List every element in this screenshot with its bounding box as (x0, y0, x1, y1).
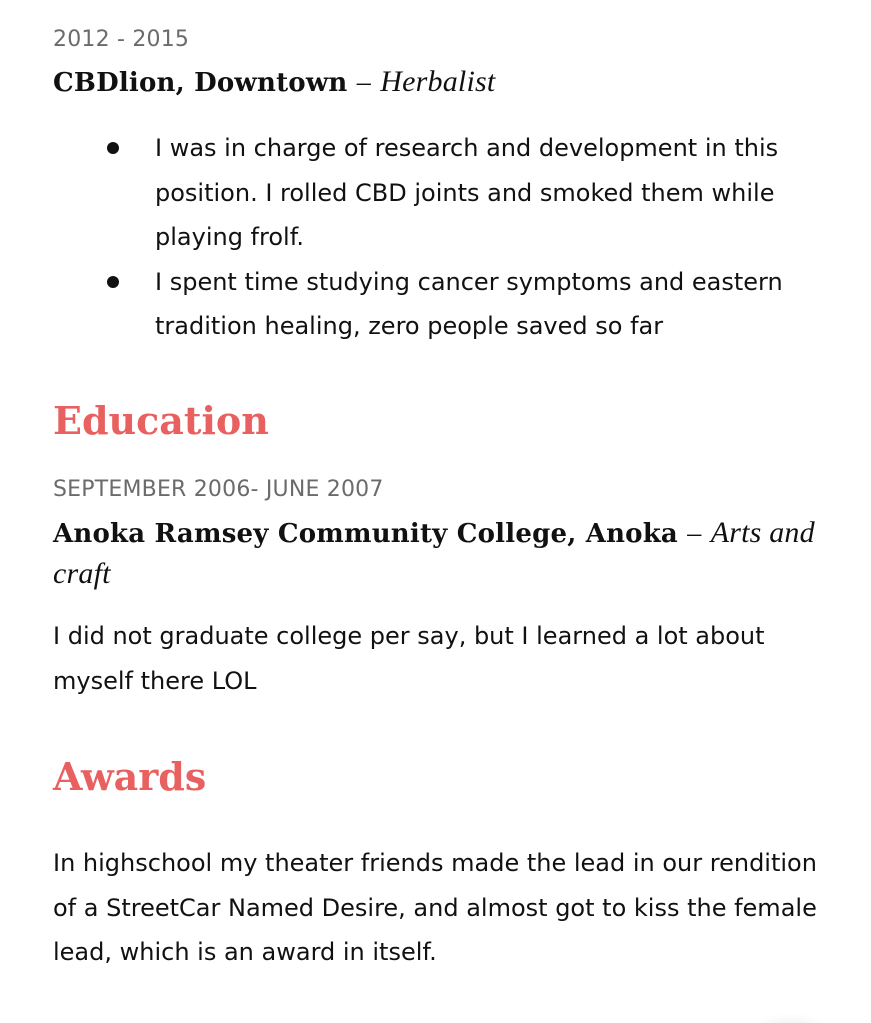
page-corner-shadow (751, 1013, 831, 1023)
education-title (53, 513, 833, 595)
education-field: Arts and craft (53, 516, 815, 590)
company-name: CBDlion, Downtown (53, 68, 348, 98)
education-heading: Education (53, 398, 269, 443)
bullet-icon (107, 276, 119, 288)
job-date: 2012 - 2015 (53, 27, 190, 52)
job-title (53, 63, 843, 102)
bullet-text: I spent time studying cancer symptoms and eastern tradition healing, zero people saved so far (155, 267, 783, 340)
bullet-text: I was in charge of research and development in this position. I rolled CBD joints and smoked them while playing frolf. (155, 134, 779, 251)
title-separator: – (356, 67, 371, 98)
bullet-icon (107, 142, 119, 154)
title-separator: – (687, 518, 702, 549)
education-date: SEPTEMBER 2006- JUNE 2007 (53, 477, 384, 502)
awards-heading: Awards (53, 754, 207, 799)
education-description: I did not graduate college per say, but I learned a lot about myself there LOL (53, 622, 765, 695)
job-role: Herbalist (380, 65, 496, 98)
list-item (103, 260, 813, 349)
school-name: Anoka Ramsey Community College, Anoka (53, 519, 678, 549)
list-item (103, 126, 813, 260)
awards-description: In highschool my theater friends made the lead in our rendition of a StreetCar Named Desire, and almost got to kiss the female lead, which is an award in itself. (53, 849, 817, 966)
job-bullet-list (103, 126, 813, 349)
